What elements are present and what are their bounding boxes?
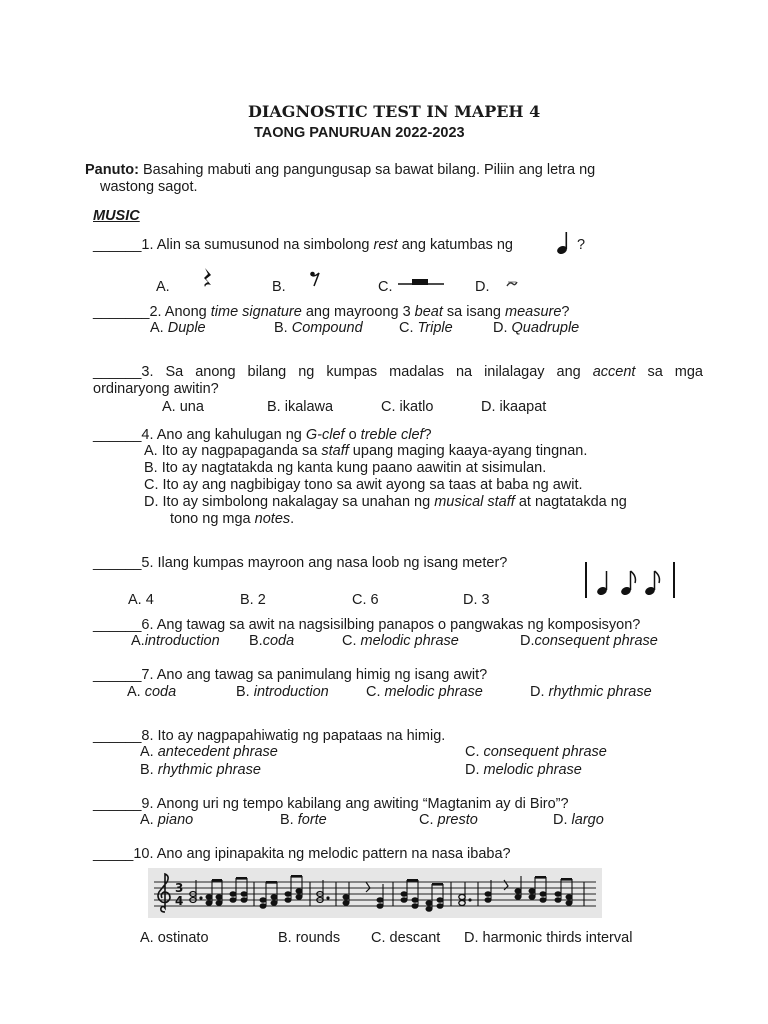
- choice-text: rhythmic phrase: [548, 684, 652, 700]
- q1-choice-b: B.: [272, 279, 286, 295]
- choice-text: introduction: [253, 684, 329, 700]
- choice-letter: B.: [140, 762, 158, 778]
- question-2: [93, 304, 569, 320]
- choice-text: antecedent phrase: [157, 744, 278, 760]
- q3-text: sa mga: [635, 364, 703, 380]
- q4-choice-c: C. Ito ay ang nagbibigay tono sa awit ayong sa taas at baba ng awit.: [144, 477, 583, 493]
- q8-choice-a: [140, 744, 278, 760]
- q4-text: ______4. Ano ang kahulugan ng: [93, 427, 306, 443]
- rhythm-measure-icon: [582, 560, 682, 600]
- choice-letter: C.: [366, 684, 385, 700]
- q5-choice-d: D. 3: [463, 592, 490, 608]
- school-year: TAONG PANURUAN 2022-2023: [254, 125, 465, 141]
- q6-choice-d: [520, 633, 658, 649]
- q2-text: ang mayroong 3: [301, 304, 415, 320]
- q4-choice-b: B. Ito ay nagtatakda ng kanta kung paano aawitin at sisimulan.: [144, 460, 547, 476]
- choice-text: consequent phrase: [534, 633, 658, 649]
- choice-text: Compound: [291, 320, 363, 336]
- choice-text: at nagtatakda ng: [514, 494, 627, 510]
- q2-choice-c: [399, 320, 453, 336]
- question-1: [93, 237, 513, 253]
- q7-choice-b: [236, 684, 329, 700]
- choice-text: Quadruple: [511, 320, 580, 336]
- q6-choice-a: [131, 633, 220, 649]
- q2-choice-d: [493, 320, 579, 336]
- choice-text: upang maging kaaya-ayang tingnan.: [348, 443, 588, 459]
- quarter-note-icon: [555, 230, 573, 256]
- q10-choice-a: A. ostinato: [140, 930, 209, 946]
- q2-text: ?: [561, 304, 570, 320]
- q4-text: o: [344, 427, 361, 443]
- question-7: ______7. Ano ang tawag sa panimulang himig ng isang awit?: [93, 667, 488, 683]
- page-title: DIAGNOSTIC TEST IN MAPEH 4: [248, 102, 541, 121]
- q7-choice-d: [530, 684, 652, 700]
- choice-letter: D.: [553, 812, 572, 828]
- q2-text: _______2. Anong: [93, 304, 211, 320]
- q3-choice-a: A. una: [162, 399, 204, 415]
- q7-choice-a: [127, 684, 176, 700]
- choice-text: forte: [297, 812, 327, 828]
- melodic-staff-image: [148, 868, 602, 918]
- q5-choice-a: A. 4: [128, 592, 154, 608]
- whole-rest-icon: [398, 278, 446, 292]
- q2-em: time signature: [210, 304, 302, 320]
- choice-text: D. Ito ay simbolong nakalagay sa unahan ng: [144, 494, 435, 510]
- q2-em: beat: [414, 304, 443, 320]
- choice-letter: D.: [465, 762, 484, 778]
- instructions-line2: wastong sagot.: [100, 179, 198, 195]
- choice-text: tono ng mga: [170, 511, 255, 527]
- q1-emphasis: rest: [373, 237, 398, 253]
- q2-choice-a: [150, 320, 206, 336]
- choice-text: coda: [262, 633, 295, 649]
- choice-letter: C.: [419, 812, 438, 828]
- q2-choice-b: [274, 320, 363, 336]
- q2-em: measure: [504, 304, 562, 320]
- q9-choice-c: [419, 812, 478, 828]
- choice-text: piano: [157, 812, 194, 828]
- q10-choice-c: C. descant: [371, 930, 441, 946]
- question-5: ______5. Ilang kumpas mayroon ang nasa loob ng isang meter?: [93, 555, 508, 571]
- choice-text: Triple: [417, 320, 453, 336]
- q6-choice-b: [249, 633, 294, 649]
- choice-letter: D.: [520, 633, 535, 649]
- q3-line2: ordinaryong awitin?: [93, 381, 219, 397]
- q9-choice-d: [553, 812, 604, 828]
- section-heading: MUSIC: [93, 208, 140, 224]
- choice-text: coda: [144, 684, 177, 700]
- q4-em: G-clef: [305, 427, 345, 443]
- svg-text:4: 4: [175, 894, 184, 908]
- choice-letter: D.: [493, 320, 512, 336]
- question-4: [93, 427, 432, 443]
- choice-letter: A.: [140, 812, 158, 828]
- q4-text: ?: [423, 427, 432, 443]
- choice-letter: A.: [140, 744, 158, 760]
- q4-choice-a: [144, 443, 587, 459]
- instructions-line1: Basahing mabuti ang pangungusap sa bawat bilang. Piliin ang letra ng: [138, 162, 596, 178]
- choice-text: melodic phrase: [360, 633, 459, 649]
- q8-choice-b: [140, 762, 261, 778]
- q3-text: ______3. Sa anong bilang ng kumpas madalas na inilalagay ang: [93, 364, 593, 380]
- q1-choice-c: C.: [378, 279, 393, 295]
- choice-letter: C.: [342, 633, 361, 649]
- choice-letter: B.: [249, 633, 263, 649]
- choice-em: notes: [254, 511, 291, 527]
- q9-choice-b: [280, 812, 327, 828]
- q3-choice-c: C. ikatlo: [381, 399, 434, 415]
- q2-text: sa isang: [442, 304, 505, 320]
- choice-text: Duple: [167, 320, 206, 336]
- question-10: _____10. Ano ang ipinapakita ng melodic pattern na nasa ibaba?: [93, 846, 511, 862]
- choice-em: musical staff: [434, 494, 515, 510]
- q3-line1: [93, 364, 703, 381]
- q4-choice-d-cont: [170, 511, 294, 527]
- q3-choice-d: D. ikaapat: [481, 399, 547, 415]
- choice-text: melodic phrase: [384, 684, 483, 700]
- choice-text: rhythmic phrase: [157, 762, 261, 778]
- q3-choice-b: B. ikalawa: [267, 399, 334, 415]
- choice-letter: C.: [399, 320, 418, 336]
- q6-choice-c: [342, 633, 459, 649]
- question-3: [93, 364, 703, 398]
- q5-choice-b: B. 2: [240, 592, 266, 608]
- q1-suffix: ang katumbas ng: [397, 237, 513, 253]
- choice-letter: A.: [127, 684, 145, 700]
- choice-letter: A.: [150, 320, 168, 336]
- eighth-rest-icon: [309, 270, 321, 288]
- choice-letter: B.: [280, 812, 298, 828]
- q10-choice-d: D. harmonic thirds interval: [464, 930, 633, 946]
- breath-mark-icon: [505, 278, 519, 290]
- question-6: ______6. Ang tawag sa awit na nagsisilbing panapos o pangwakas ng komposisyon?: [93, 617, 641, 633]
- choice-letter: D.: [530, 684, 549, 700]
- q5-choice-c: C. 6: [352, 592, 379, 608]
- choice-text: A. Ito ay nagpapaganda sa: [144, 443, 322, 459]
- choice-text: consequent phrase: [483, 744, 607, 760]
- choice-letter: C.: [465, 744, 484, 760]
- choice-text: introduction: [144, 633, 220, 649]
- choice-letter: B.: [236, 684, 254, 700]
- question-8: ______8. Ito ay nagpapahiwatig ng papataas na himig.: [93, 728, 446, 744]
- q4-choice-d: [144, 494, 627, 510]
- choice-text: largo: [571, 812, 604, 828]
- q1-end: ?: [577, 237, 586, 253]
- quarter-rest-icon: [201, 267, 215, 291]
- choice-text: melodic phrase: [483, 762, 582, 778]
- instructions: [85, 162, 595, 178]
- instructions-label: Panuto:: [85, 162, 139, 178]
- q1-choice-a: A.: [156, 279, 170, 295]
- choice-text: .: [290, 511, 295, 527]
- choice-text: presto: [437, 812, 478, 828]
- q1-choice-d: D.: [475, 279, 490, 295]
- q3-em: accent: [592, 364, 636, 380]
- question-9: ______9. Anong uri ng tempo kabilang ang awiting “Magtanim ay di Biro”?: [93, 796, 569, 812]
- q4-em: treble clef: [360, 427, 424, 443]
- q7-choice-c: [366, 684, 483, 700]
- choice-em: staff: [321, 443, 349, 459]
- svg-text:3: 3: [175, 881, 184, 895]
- choice-letter: A.: [131, 633, 145, 649]
- q10-choice-b: B. rounds: [278, 930, 341, 946]
- q9-choice-a: [140, 812, 193, 828]
- q8-choice-c: [465, 744, 607, 760]
- choice-letter: B.: [274, 320, 292, 336]
- q8-choice-d: [465, 762, 582, 778]
- q1-prefix: ______1. Alin sa sumusunod na simbolong: [93, 237, 374, 253]
